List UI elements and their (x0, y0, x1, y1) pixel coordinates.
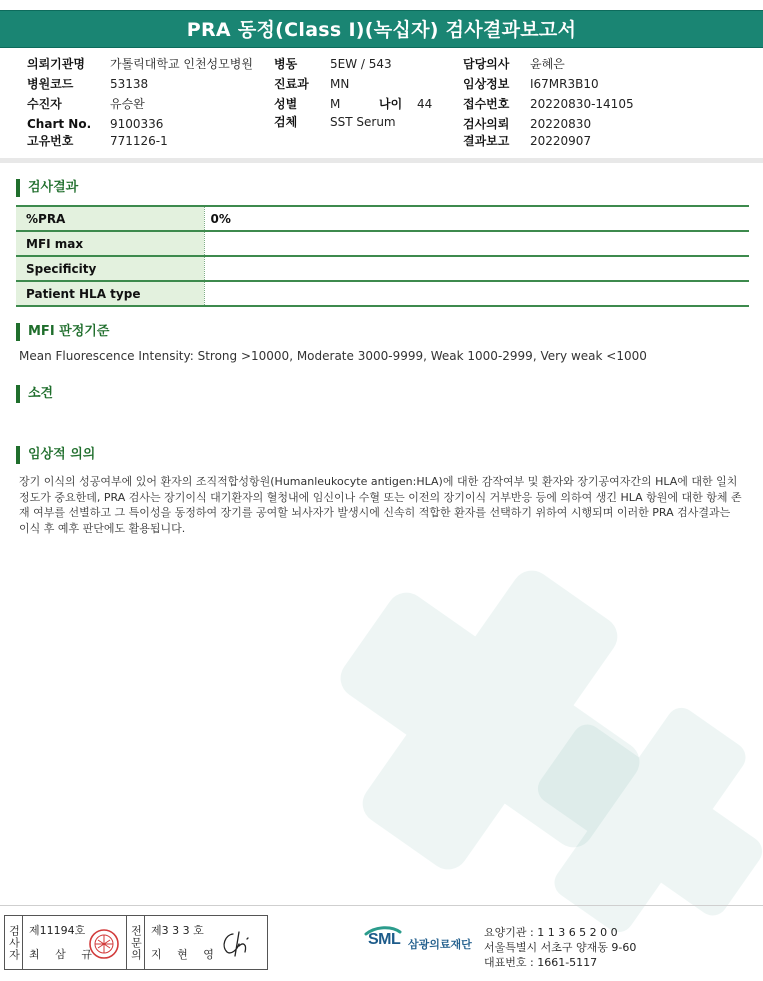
org-contact (484, 925, 636, 970)
id-no-value: 771126-1 (110, 134, 168, 148)
result-date-value: 20220907 (530, 134, 592, 148)
info-divider (0, 158, 763, 163)
logo-text: SML (368, 931, 401, 948)
dept-label: 진료과 (274, 77, 309, 91)
recipient-value: 유승완 (110, 97, 145, 111)
signature-box (4, 915, 268, 970)
results-table (16, 205, 749, 307)
examiner-name: 최 삼 규 (29, 948, 98, 961)
result-value (204, 281, 749, 306)
specialist-label: 전문의 (129, 924, 143, 961)
result-key: %PRA (16, 206, 204, 231)
request-date-label: 검사의뢰 (463, 117, 510, 131)
receipt-no-label: 접수번호 (463, 97, 510, 111)
org-phone: 대표번호 : 1661-5117 (484, 956, 598, 969)
patient-info (0, 54, 763, 154)
examiner-column (23, 916, 127, 969)
specialist-vertical-label (127, 916, 145, 969)
sml-logo (362, 924, 480, 960)
result-key: MFI max (16, 231, 204, 256)
opinion-section-title: 소견 (16, 385, 53, 403)
specimen-label: 검체 (274, 115, 298, 129)
examiner-number: 제11194호 (29, 924, 86, 937)
org-name: 삼광의료재단 (408, 938, 472, 951)
seal-stamp-icon (88, 928, 120, 960)
physician-label: 담당의사 (463, 57, 510, 71)
institution-value: 가톨릭대학교 인천성모병원 (110, 57, 253, 71)
sex-label: 성별 (274, 97, 298, 111)
receipt-no-value: 20220830-14105 (530, 97, 634, 111)
physician-value: 윤혜은 (530, 57, 565, 71)
mfi-criteria-text: Mean Fluorescence Intensity: Strong >10000, Moderate 3000-9999, Weak 1000-2999, Very weak <1000 (19, 349, 647, 363)
age-label: 나이 (379, 97, 403, 111)
ward-value: 5EW / 543 (330, 57, 392, 71)
specialist-number: 제3 3 3 호 (151, 924, 204, 937)
hospital-code-value: 53138 (110, 77, 149, 91)
examiner-vertical-label (5, 916, 23, 969)
examiner-label: 검사자 (7, 924, 21, 961)
specimen-value: SST Serum (330, 115, 396, 129)
results-section-title: 검사결과 (16, 179, 78, 197)
chart-no-value: 9100336 (110, 117, 164, 131)
org-address: 서울특별시 서초구 양재동 9-60 (484, 941, 637, 954)
result-value (204, 231, 749, 256)
recipient-label: 수진자 (27, 97, 62, 111)
result-date-label: 결과보고 (463, 134, 510, 148)
signature-icon (217, 926, 253, 960)
dept-value: MN (330, 77, 350, 91)
report-header (0, 10, 763, 48)
report-title: PRA 동정(Class I)(녹십자) 검사결과보고서 (186, 19, 577, 41)
care-institution-no: 요양기관 : 1 1 3 6 5 2 0 0 (484, 926, 618, 939)
chart-no-label: Chart No. (27, 117, 92, 131)
result-key: Specificity (16, 256, 204, 281)
sex-value: M (330, 97, 341, 111)
request-date-value: 20220830 (530, 117, 592, 131)
clinical-info-value: I67MR3B10 (530, 77, 599, 91)
clinical-info-label: 임상정보 (463, 77, 510, 91)
specialist-name: 지 현 영 (151, 948, 220, 961)
table-row (16, 206, 749, 231)
result-key: Patient HLA type (16, 281, 204, 306)
watermark-cross-icon-2 (530, 700, 763, 940)
clinical-section-title: 임상적 의의 (16, 446, 95, 464)
ward-label: 병동 (274, 57, 298, 71)
id-no-label: 고유번호 (27, 134, 74, 148)
table-row (16, 231, 749, 256)
result-value: 0% (204, 206, 749, 231)
table-row (16, 256, 749, 281)
hospital-code-label: 병원코드 (27, 77, 74, 91)
specialist-column (145, 916, 265, 969)
footer (0, 915, 763, 971)
clinical-significance-text: 장기 이식의 성공여부에 있어 환자의 조직적합성항원(Humanleukocyte antigen:HLA)에 대한 감작여부 및 환자와 장기공여자간의 HLA에 대한 일치정도가 중요한데, PRA 검사는 장기이식 대기환자의 혈청내에 임신이나 수혈 또는 이전의 장기이식 거부반응 등에 의하여 생긴 HLA 항원에 대한 항체 존재 여부를 선별하고 그 특이성을 동정하여 장기를 공여할 뇌사자가 발생시에 신속히 적합한 환자를 선택하기 위하여 시행되며 이러한 PRA 검사결과는 이식 후 예후 판단에도 활용됩니다. (19, 475, 742, 535)
institution-label: 의뢰기관명 (27, 57, 85, 71)
mfi-section-title: MFI 판정기준 (16, 323, 109, 341)
age-value: 44 (417, 97, 433, 111)
result-value (204, 256, 749, 281)
table-row (16, 281, 749, 306)
footer-divider (0, 905, 763, 906)
